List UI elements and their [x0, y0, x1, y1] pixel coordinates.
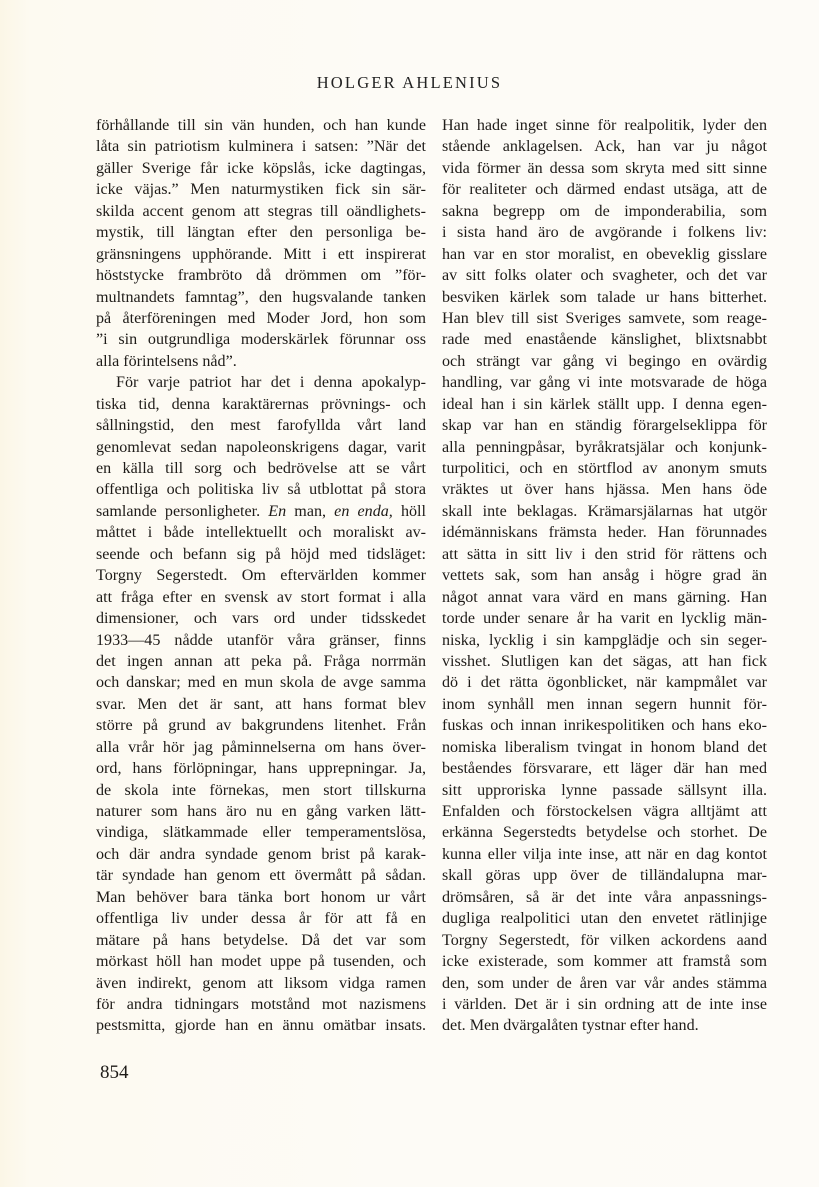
text-line: dö i det rätta ögonblicket, när kampmålet var	[442, 674, 767, 692]
text-line: mörkast höll han modet uppe på tusenden, och	[96, 953, 426, 971]
italic-emphasis: en enda,	[334, 502, 393, 520]
text-line: Han blev till sist Sveriges samvete, som reage-	[442, 309, 767, 327]
text-line: naturer som hans äro nu en gång varken lätt-	[96, 803, 426, 820]
text-line: visshet. Slutligen kan det sägas, att han fick	[442, 652, 767, 670]
text-line: alla vrår hör jag påminnelserna om hans över-	[96, 738, 426, 756]
text-line: låta sin patriotism kulminera i satsen: ”När det	[96, 138, 426, 156]
text-line: genomlevat sedan napoleonskrigens dagar, varit	[96, 438, 426, 456]
text-line: rade med enastående känslighet, blixtsnabbt	[442, 331, 767, 349]
text-line: och där andra syndade genom brist på karak-	[96, 845, 426, 863]
text-line: skall göras upp över de tilländalupna mar-	[442, 867, 767, 885]
text-line: seende och befann sig på höjd med tidsläget:	[96, 545, 426, 563]
text-line: svar. Men det är sant, att hans format blev	[96, 695, 426, 713]
page-number: 854	[100, 1062, 129, 1083]
text-line: gränsningens upphörande. Mitt i ett inspirerat	[96, 245, 426, 263]
text-line: sakna begrepp om de imponderabilia, som	[442, 202, 767, 220]
italic-emphasis: En	[268, 502, 287, 520]
text-line: sitt upproriska lynne passade sällsynt illa.	[442, 781, 767, 799]
text-line: de skola inte förnekas, men stort tillskurna	[96, 781, 426, 799]
left-column	[96, 115, 426, 1037]
text-line-with-italics	[96, 501, 426, 522]
text-line: höststycke frambröto då drömmen om ”för-	[96, 267, 426, 285]
text-line: på återföreningen med Moder Jord, hon som	[96, 309, 426, 327]
text-line: även indirekt, genom att liksom vidga ramen	[96, 974, 426, 992]
text-line: Torgny Segerstedt. Om eftervärlden kommer	[96, 567, 426, 585]
text-line: vida förmer än dessa som skryta med sitt sinne	[442, 159, 767, 177]
text-line: Man behöver bara tänka bort honom ur vårt	[96, 888, 426, 906]
text-segment: höll	[392, 502, 426, 520]
text-line: ”i sin outgrundliga moderskärlek förunnar oss	[96, 331, 426, 349]
text-line: inom synhåll men innan segern hunnit för-	[442, 695, 767, 713]
text-line: ideal han i sin kärlek ställt upp. I denna egen-	[442, 395, 767, 413]
text-line: ord, hans förlöpningar, hans upprepningar. Ja,	[96, 760, 426, 778]
text-line: något annat vara värd en mans gärning. Han	[442, 588, 767, 606]
text-line: för realiteter och därmed endast utsäga, att de	[442, 181, 767, 199]
text-line: vindiga, slätkammade eller temperamentslösa,	[96, 824, 426, 842]
text-line: en källa till sorg och bedrövelse att se vårt	[96, 460, 426, 477]
text-line: erkänna Segerstedts betydelse och storhet. De	[442, 824, 767, 842]
text-line: han var en stor moralist, en obeveklig gisslare	[442, 245, 767, 263]
text-line: handling, var gång vi inte motsvarade de höga	[442, 374, 767, 392]
text-line: kunna eller vilja inte inse, att när en dag kontot	[442, 845, 767, 863]
text-line: i världen. Det är i sin ordning att de inte inse	[442, 995, 767, 1013]
text-line: 1933—45 nådde utanför våra gränser, finns	[96, 631, 426, 649]
text-line: vräktes ut över hans hjässa. Men hans öde	[442, 481, 767, 499]
text-line: torde under senare år ha varit en lycklig män-	[442, 610, 767, 628]
paragraph-end-line: alla förintelsens nåd”.	[96, 352, 237, 370]
text-line: tiska tid, denna karaktärernas prövnings- och	[96, 395, 426, 413]
right-column	[442, 115, 767, 1037]
text-line: gäller Sverige får icke köpslås, icke dagtingas,	[96, 159, 426, 177]
text-line: att sätta in sitt liv i den strid för rättens och	[442, 545, 767, 563]
text-line: stående anklagelsen. Ack, han var ju något	[442, 138, 767, 156]
paragraph-end-line: det. Men dvärgalåten tystnar efter hand.	[442, 1017, 699, 1035]
text-line: förhållande till sin vän hunden, och han kunde	[96, 117, 426, 134]
text-line: beståendes försvarare, ett läger där han med	[442, 760, 767, 778]
text-line: i sista hand äro de avgörande i folkens liv:	[442, 224, 767, 242]
text-line: pestsmitta, gjorde han en ännu omätbar insats.	[96, 1017, 426, 1035]
text-line: offentliga liv under dessa år för att få en	[96, 910, 426, 928]
text-line: den, som under de åren var vår andes stämma	[442, 974, 767, 992]
text-line: dugliga realpolitici utan den envetet rätlinjige	[442, 910, 767, 928]
text-line: sållningstid, den mest farofyllda vårt land	[96, 417, 426, 435]
text-segment: man,	[286, 502, 335, 520]
text-line: större på grund av bakgrundens litenhet. Från	[96, 717, 426, 735]
text-line: offentliga och politiska liv så utblottat på stora	[96, 481, 426, 499]
text-line: mätare på hans betydelse. Då det var som	[96, 931, 426, 949]
text-line: drömsåren, så är det inte våra anpassnings-	[442, 888, 767, 906]
text-line: tär syndade han genom ett övermått på sådan.	[96, 867, 426, 885]
text-line: Han hade inget sinne för realpolitik, lyder den	[442, 117, 767, 134]
text-line: Torgny Segerstedt, för vilken ackordens aand	[442, 931, 767, 949]
text-line: turpolitici, och en störtflod av anonym smuts	[442, 460, 767, 477]
text-line: skap var han en ständig förargelseklippa för	[442, 417, 767, 435]
text-line: av sitt folks olater och svagheter, och det var	[442, 267, 767, 285]
text-line: skall inte beklagas. Krämarsjälarnas hat utgör	[442, 502, 767, 520]
text-segment: samlande personligheter.	[96, 502, 269, 520]
text-line: fuskas och innan inrikespolitiken och hans eko-	[442, 717, 767, 735]
text-line: niska, lycklig i sin kampglädje och sin seger-	[442, 631, 767, 649]
text-line: alla penningpåsar, byråkratsjälar och konjunk-	[442, 438, 767, 456]
text-line: och danskar; med en mun skola de avge samma	[96, 674, 426, 692]
text-line: och strängt var gång vi begingo en ovärdig	[442, 352, 767, 370]
text-line: besviken kärlek som talade ur hans bitterhet.	[442, 288, 767, 306]
text-line: det ingen annan att peka på. Fråga norrmän	[96, 652, 426, 670]
text-line: att fråga efter en svensk av stort format i alla	[96, 588, 426, 606]
text-line: dimensioner, och vars ord under tidsskedet	[96, 610, 426, 628]
text-line: idémänniskans främsta heder. Han förunnades	[442, 524, 767, 542]
text-line: multnandets famntag”, den hugsvalande tanken	[96, 288, 426, 306]
text-line: icke väjas.” Men naturmystiken fick sin sär-	[96, 181, 426, 199]
text-line: för andra tidningars motstånd mot nazismens	[96, 995, 426, 1013]
text-line: nomiska liberalism tvingat in honom bland det	[442, 738, 767, 756]
text-line: icke existerade, som kommer att framstå som	[442, 953, 767, 971]
text-line: Enfalden och förstockelsen vägra alltjämt att	[442, 803, 767, 820]
text-line: skilda accent genom att stegras till oändlighets-	[96, 202, 426, 220]
text-line: måttet i både intellektuellt och moraliskt av-	[96, 524, 426, 542]
paragraph-start-line: För varje patriot har det i denna apokalyp-	[116, 374, 426, 392]
text-line: mystik, till längtan efter den personliga be-	[96, 224, 426, 242]
text-line: vettets sak, som han ansåg i högre grad än	[442, 567, 767, 585]
running-head: HOLGER AHLENIUS	[316, 73, 503, 92]
